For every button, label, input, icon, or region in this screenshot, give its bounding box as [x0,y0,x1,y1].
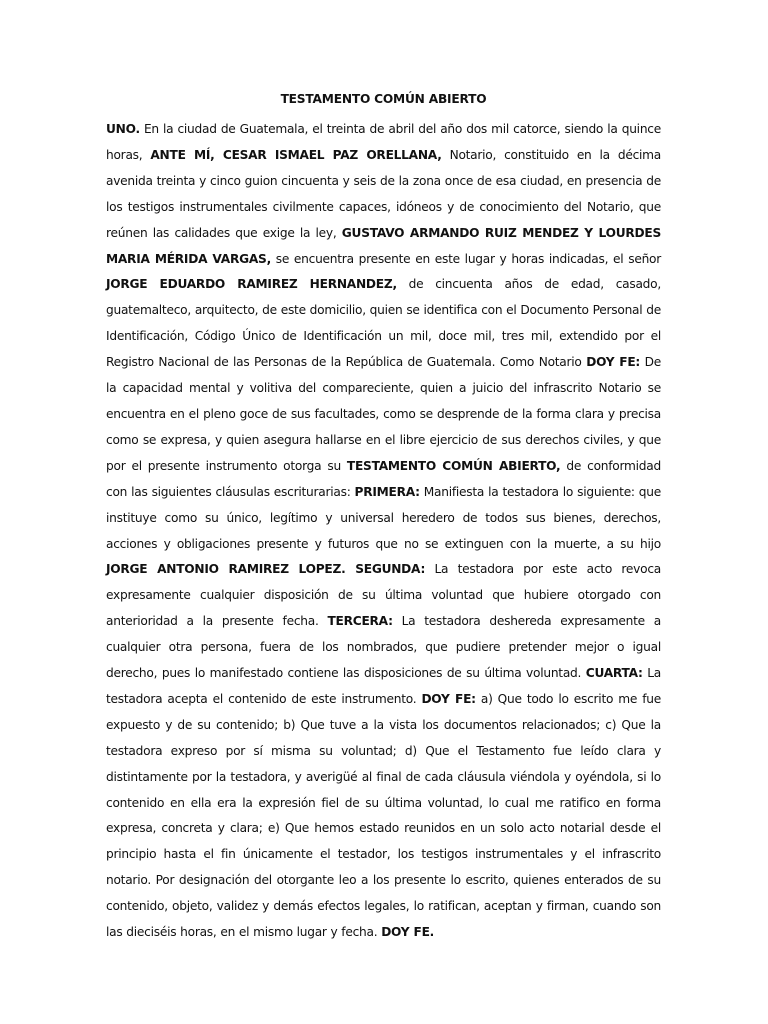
document-title: TESTAMENTO COMÚN ABIERTO [280,92,487,106]
clause-heading-uno: UNO. [106,122,140,136]
clause-heading-tercera: TERCERA: [327,614,393,629]
body-segment: En la ciudad de Guatemala, el treinta de abril del año dos mil catorce, siendo la quince horas, [106,122,661,162]
witness-names: GUSTAVO ARMANDO RUIZ MENDEZ Y LOURDES MARIA MÉRIDA VARGAS, [106,225,661,266]
body-segment: La testadora por este acto revoca expresamente cualquier disposición de su última voluntad que hubiere otorgado con anterioridad a la presente fecha. [106,562,662,629]
doy-fe-label: DOY FE: [586,355,641,370]
clause-heading-primera: PRIMERA: [354,484,420,499]
body-segment: La testadora deshereda expresamente a cualquier otra persona, fuera de los nombrados, que pudiere pretender mejor o igual derecho, pues lo manifestado contiene las disposiciones de su última voluntad. [106,614,661,681]
doy-fe-label: DOY FE: [421,691,476,706]
body-segment: se encuentra presente en este lugar y horas indicadas, el señor [270,251,662,266]
body-segment: Manifiesta la testadora lo siguiente: que instituye como su único, legítimo y universal heredero de todos sus bienes, derechos, acciones y obligaciones presente y futuros que no se extinguen con la muerte, a su hijo [106,484,661,551]
body-segment: de cincuenta años de edad, casado, guatemalteco, arquitecto, de este domicilio, quien se identifica con el Documento Personal de Identificación, Código Único de Identificación un mil, doce mil, tres mil, extendido por el Registro Nacional de las Personas de la República de Guatemala. Como Notario [106,277,661,370]
body-segment: a) Que todo lo escrito me fue expuesto y de su contenido; b) Que tuve a la vista los documentos relacionados; c) Que la testadora expreso por sí misma su voluntad; d) Que el Testamento fue leído clara y distintamente por la testadora, y averigüé al final de cada cláusula viéndola y oyéndola, si lo contenido en ella era la expresión fiel de su última voluntad, lo cual me ratifico en forma expresa, concreta y clara; e) Que hemos estado reunidos en un solo acto notarial desde el principio hasta el fin únicamente el testador, los testigos instrumentales y el infrascrito notario. Por designación del otorgante leo a los presente lo escrito, quienes enterados de su contenido, objeto, validez y demás efectos legales, lo ratifican, aceptan y firman, cuando son las dieciséis horas, en el mismo lugar y fecha. [106,691,661,940]
body-segment: De la capacidad mental y volitiva del compareciente, quien a juicio del infrascrito Notario se encuentra en el pleno goce de sus facultades, como se desprende de la forma clara y precisa como se expresa, y quien asegura hallarse en el libre ejercicio de sus derechos civiles, y que por el presente instrumento otorga su [106,355,661,473]
body-segment: La testadora acepta el contenido de este instrumento. [106,666,661,706]
document-body [106,117,661,946]
doy-fe-closing: DOY FE. [381,925,435,940]
body-segment: Notario, constituido en la décima avenida treinta y cinco guion cincuenta y seis de la zona once de esa ciudad, en presencia de los testigos instrumentales civilmente capaces, idóneos y de conocimiento del Notario, que reúnen las calidades que exige la ley, [106,147,662,240]
testament-type: TESTAMENTO COMÚN ABIERTO, [346,458,561,473]
body-segment: de conformidad con las siguientes cláusulas escriturarias: [106,458,661,499]
notary-name: ANTE MÍ, CESAR ISMAEL PAZ ORELLANA, [150,147,442,162]
heir-name-and-segunda: JORGE ANTONIO RAMIREZ LOPEZ. SEGUNDA: [106,562,426,577]
clause-heading-cuarta: CUARTA: [585,666,643,681]
testator-name: JORGE EDUARDO RAMIREZ HERNANDEZ, [106,277,397,292]
